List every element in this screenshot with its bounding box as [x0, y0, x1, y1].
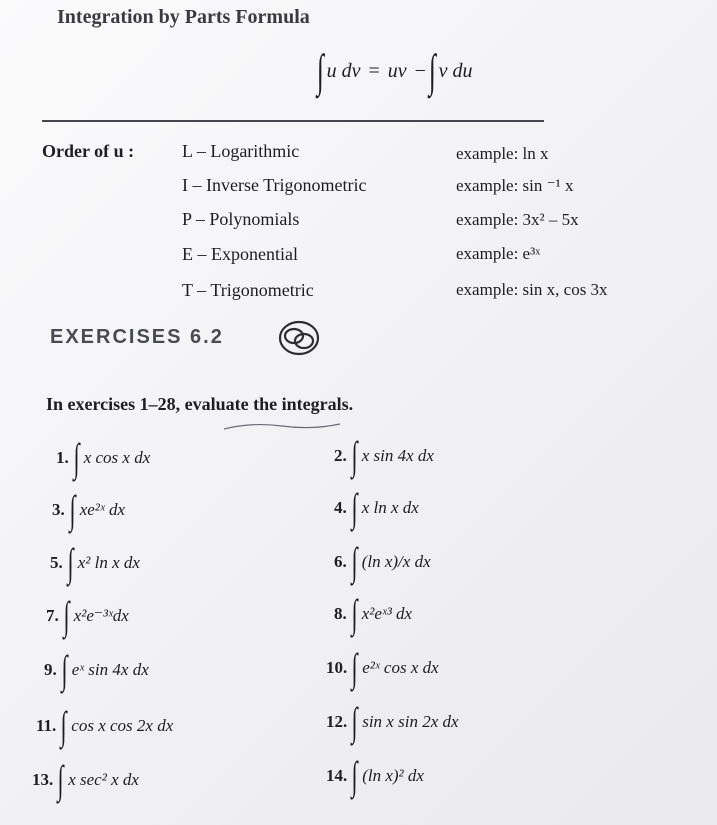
- exercise-number: 14.: [326, 766, 348, 785]
- exercise-item: [326, 699, 459, 744]
- integration-by-parts-formula: [316, 45, 476, 96]
- integral-sign: ∫: [63, 593, 70, 638]
- exercise-item: [32, 757, 139, 802]
- integral-sign: ∫: [351, 539, 358, 584]
- order-item-inverse-trig: I – Inverse Trigonometric: [182, 175, 367, 195]
- exercise-number: 10.: [326, 658, 348, 677]
- exercise-number: 8.: [334, 604, 347, 623]
- integral-sign: ∫: [351, 485, 358, 530]
- exercise-item: [52, 487, 125, 532]
- divider-line: [42, 120, 544, 122]
- formula-minus: −: [414, 59, 426, 82]
- formula-left: u dv: [326, 59, 361, 82]
- integral-sign: ∫: [351, 645, 358, 690]
- integral-sign: ∫: [73, 435, 80, 480]
- exercise-number: 2.: [334, 446, 347, 465]
- integral-sign: ∫: [351, 699, 358, 744]
- example-trigonometric: example: sin x, cos 3x: [456, 280, 608, 299]
- exercise-expression: cos x cos 2x dx: [71, 716, 174, 735]
- exercises-header: EXERCISES 6.2: [50, 326, 224, 348]
- integral-sign: ∫: [61, 647, 68, 692]
- exercise-expression: x sin 4x dx: [361, 446, 434, 465]
- exercise-expression: x sec² x dx: [68, 770, 139, 789]
- exercise-item: [56, 435, 151, 480]
- exercise-number: 12.: [326, 712, 348, 731]
- exercise-item: [326, 645, 439, 690]
- example-exponential: example: e³ˣ: [456, 244, 541, 263]
- exercise-number: 5.: [50, 553, 63, 572]
- formula-equals: =: [368, 59, 380, 82]
- order-item-logarithmic: L – Logarithmic: [182, 141, 300, 161]
- exercise-number: 11.: [36, 716, 57, 735]
- order-item-polynomials: P – Polynomials: [182, 209, 300, 229]
- exercise-expression: (ln x)/x dx: [361, 552, 431, 571]
- exercise-item: [326, 753, 424, 798]
- exercise-item: [334, 539, 431, 584]
- exercise-item: [44, 647, 149, 692]
- exercise-expression: e²ˣ cos x dx: [362, 658, 439, 677]
- integral-sign: ∫: [60, 703, 67, 748]
- exercise-number: 9.: [44, 660, 57, 679]
- integral-sign: ∫: [351, 591, 358, 636]
- integral-sign: ∫: [351, 433, 358, 478]
- integral-sign: ∫: [351, 753, 358, 798]
- exercise-expression: sin x sin 2x dx: [362, 712, 459, 731]
- exercise-number: 13.: [32, 770, 54, 789]
- exercise-expression: x ln x dx: [361, 498, 419, 517]
- exercise-item: [36, 703, 174, 748]
- exercise-expression: x²e⁻³ˣdx: [73, 606, 129, 625]
- exercise-item: [46, 593, 129, 638]
- exercise-expression: eˣ sin 4x dx: [71, 660, 149, 679]
- exercise-item: [50, 540, 140, 585]
- pencil-mark: [222, 420, 342, 432]
- integral-sign: ∫: [67, 540, 74, 585]
- exercise-item: [334, 485, 419, 530]
- exercise-number: 3.: [52, 500, 65, 519]
- formula-middle: uv: [387, 59, 407, 82]
- exercise-number: 1.: [56, 448, 69, 467]
- example-polynomials: example: 3x² – 5x: [456, 210, 579, 229]
- integral-sign: ∫: [57, 757, 64, 802]
- exercise-expression: xe²ˣ dx: [79, 500, 125, 519]
- integral-sign: ∫: [69, 487, 76, 532]
- exercise-number: 7.: [46, 606, 59, 625]
- exercise-item: [334, 433, 434, 478]
- exercise-expression: x cos x dx: [83, 448, 151, 467]
- exercise-expression: (ln x)² dx: [362, 766, 424, 785]
- exercise-expression: x²eˣ³ dx: [361, 604, 413, 623]
- order-item-trigonometric: T – Trigonometric: [182, 280, 314, 300]
- example-inverse-trig: example: sin ⁻¹ x: [456, 176, 574, 195]
- order-label: Order of u :: [42, 141, 135, 161]
- exercise-item: [334, 591, 413, 636]
- exercise-instructions: In exercises 1–28, evaluate the integrals.: [46, 394, 354, 414]
- page-title: Integration by Parts Formula: [57, 6, 310, 28]
- exercise-number: 4.: [334, 498, 347, 517]
- exercise-number: 6.: [334, 552, 347, 571]
- order-item-exponential: E – Exponential: [182, 244, 298, 264]
- integral-sign: ∫: [428, 45, 436, 96]
- example-logarithmic: example: ln x: [456, 144, 549, 163]
- section-logo-icon: [276, 318, 322, 358]
- integral-sign: ∫: [316, 45, 324, 96]
- formula-right: v du: [438, 59, 473, 82]
- exercise-expression: x² ln x dx: [77, 553, 140, 572]
